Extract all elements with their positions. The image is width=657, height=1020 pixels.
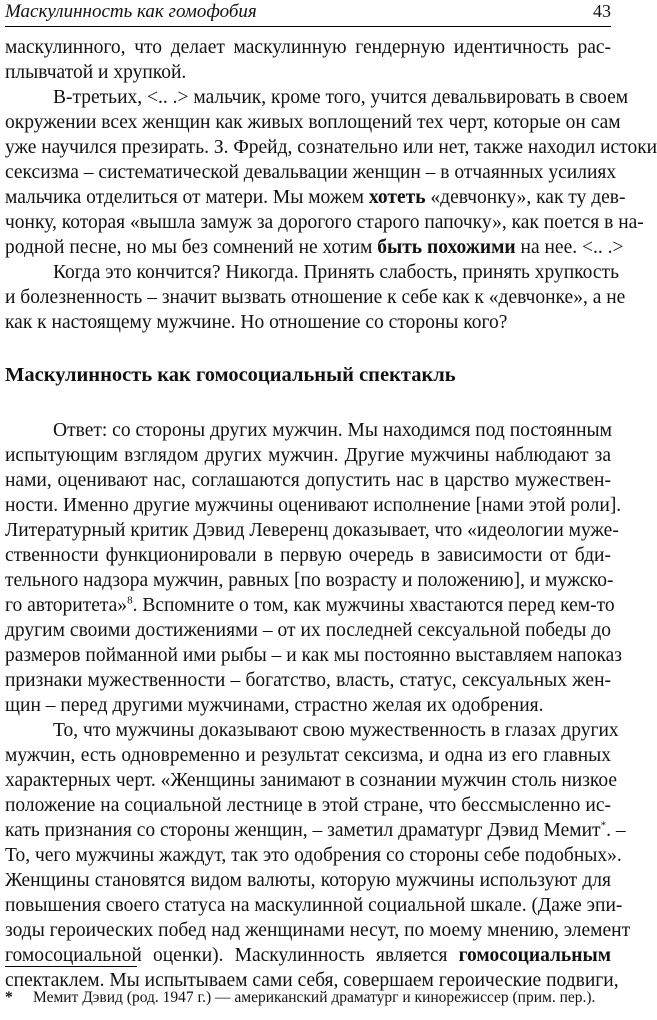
text-segment: гомосоциальной оценки). Маскулинность является bbox=[5, 945, 448, 966]
footnote-ref: 8 bbox=[127, 594, 133, 607]
text-line: тельного надзора мужчин, равных [по возрасту и положению], и мужско- bbox=[5, 570, 614, 591]
text-line: маскулинного, что делает маскулинную гендерную идентичность рас- bbox=[5, 37, 611, 58]
text-segment: кать признания со стороны женщин, – заметил драматург Дэвид Мемит bbox=[5, 820, 601, 841]
text-line: Женщины становятся видом валюты, которую мужчины используют для bbox=[5, 870, 611, 891]
text-line: как к настоящему мужчине. Но отношение со стороны кого? bbox=[5, 312, 508, 333]
text-segment: родной песне, но мы без сомнений не хотим bbox=[5, 237, 373, 258]
text-line: ности. Именно другие мужчины оценивают исполнение [нами этой роли]. bbox=[5, 495, 622, 516]
text-line: положение на социальной лестнице в этой стране, что бессмысленно ис- bbox=[5, 795, 611, 816]
text-line: характерных черт. «Женщины занимают в сознании мужчин столь низкое bbox=[5, 770, 618, 791]
text-line: размеров пойманной ими рыбы – и как мы постоянно выставляем напоказ bbox=[5, 645, 622, 666]
text-line: окружении всех женщин как живых воплощений тех черт, которые он сам bbox=[5, 112, 621, 133]
text-line: Когда это кончится? Никогда. Принять слабость, принять хрупкость bbox=[53, 262, 619, 283]
footnote-mark: * bbox=[5, 989, 13, 1006]
text-line: Ответ: со стороны других мужчин. Мы находимся под постоянным bbox=[53, 420, 612, 441]
text-line bbox=[5, 185, 626, 210]
text-line: ственности функционировали в первую очередь в зависимости от бди- bbox=[5, 545, 611, 566]
text-segment: . – bbox=[606, 820, 626, 841]
page-number: 43 bbox=[593, 1, 611, 21]
paragraph-block-1 bbox=[5, 35, 657, 335]
text-line: чонку, которая «вышла замуж за дорогого старого папочку», как поется в на- bbox=[5, 212, 644, 233]
page-header bbox=[5, 0, 611, 27]
footnote-ref: * bbox=[600, 819, 607, 832]
bold-emphasis: гомосоциальным bbox=[458, 945, 611, 966]
text-line: плывчатой и хрупкой. bbox=[5, 62, 187, 83]
footnote bbox=[5, 989, 611, 1007]
paragraph-block-2 bbox=[5, 418, 631, 993]
section-heading: Маскулинность как гомосоциальный спектакль bbox=[5, 364, 456, 386]
text-line: другим своими достижениями – от их последней сексуальной победы до bbox=[5, 620, 611, 641]
bold-emphasis: хотеть bbox=[368, 187, 426, 208]
text-line: зоды героических побед над женщинами несут, по моему мнению, элемент bbox=[5, 920, 631, 941]
text-line: признаки мужественности – богатство, власть, статус, сексуальных жен- bbox=[5, 670, 611, 691]
text-line: испытующим взглядом других мужчин. Другие мужчины наблюдают за bbox=[5, 445, 611, 466]
text-line: Литературный критик Дэвид Леверенц доказывает, что «идеологии муже- bbox=[5, 520, 619, 541]
text-segment: . Вспомните о том, как мужчины хвастаются перед кем-то bbox=[132, 595, 615, 616]
text-segment: на нее. <.. .> bbox=[520, 237, 624, 258]
text-line: сексизма – систематической девальвации женщин – в отчаянных усилиях bbox=[5, 162, 617, 183]
text-line: уже научился презирать. З. Фрейд, сознательно или нет, также находил истоки bbox=[5, 137, 657, 158]
text-line bbox=[5, 593, 615, 618]
text-line: мужчин, есть одновременно и результат сексизма, и одна из его главных bbox=[5, 745, 611, 766]
text-line: повышения своего статуса на маскулинной социальной шкале. (Даже эпи- bbox=[5, 895, 623, 916]
footnote-rule bbox=[5, 966, 137, 967]
text-line: То, что мужчины доказывают свою мужественность в глазах других bbox=[53, 720, 619, 741]
text-line: спектаклем. Мы испытываем сами себя, совершаем героические подвиги, bbox=[5, 970, 619, 991]
footnote-text: Мемит Дэвид (род. 1947 г.) — американский драматург и кинорежиссер (прим. пер.). bbox=[33, 989, 596, 1006]
running-head: Маскулинность как гомофобия bbox=[5, 1, 257, 22]
text-line bbox=[5, 943, 611, 968]
bold-emphasis: быть похожими bbox=[377, 237, 516, 258]
text-line: В-третьих, <.. .> мальчик, кроме того, учится девальвировать в своем bbox=[53, 87, 629, 108]
text-line: щин – перед другими мужчинами, страстно желая их одобрения. bbox=[5, 695, 544, 716]
text-line: То, чего мужчины жаждут, так это одобрения со стороны себе подобных». bbox=[5, 845, 622, 866]
text-line bbox=[5, 235, 624, 260]
text-segment: «девчонку», как ту дев- bbox=[430, 187, 626, 208]
text-segment: го авторитета» bbox=[5, 595, 128, 616]
text-line: нами, оценивают нас, соглашаются допустить нас в царство мужествен- bbox=[5, 470, 611, 491]
text-line bbox=[5, 818, 626, 843]
text-segment: мальчика отделиться от матери. Мы можем bbox=[5, 187, 365, 208]
text-line: и болезненность – значит вызвать отношение к себе как к «девчонке», а не bbox=[5, 287, 626, 308]
